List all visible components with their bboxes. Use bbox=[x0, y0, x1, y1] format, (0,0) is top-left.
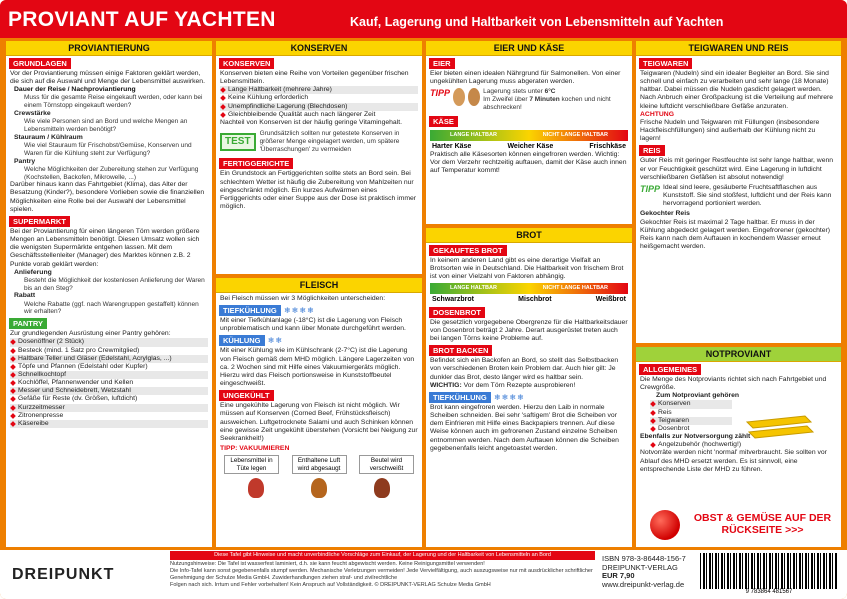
kuehl-text: Mit einer Kühlung wie im Kühlschrank (2-7°C) ist die Lagerung von Fleisch gemäß dem MHD möglich. Längere Lagerzeiten von ca. 2 Wochen sind mit Hilfe eines Vakuumiergeräts möglich. Hierzu wird das Fleisch portionsweise in Kunststoffbeutel eingeschweißt. bbox=[220, 347, 415, 388]
list-item: Messer und Schneidebrett, Wetzstahl bbox=[10, 387, 208, 395]
list-item: Keine Kühlung erforderlich bbox=[220, 94, 418, 102]
page-subtitle: Kauf, Lagerung und Haltbarkeit von Lebensmitteln auf Yachten bbox=[350, 15, 724, 29]
teig-text: Teigwaren (Nudeln) sind ein idealer Begleiter an Bord. Sie sind schnell und einfach zu verarbeiten und sehr lange (18 Monate) haltbar. Dabei müssen die Nudeln gasdicht gelagert werden. Nach Anbruch einer Großpackung ist die Verteilung auf mehrere kleine luftdicht verschließbare Gefäße anzuraten. bbox=[640, 70, 834, 110]
list-item: Dosenbrot bbox=[650, 425, 732, 433]
section-fertiggerichte: FERTIGGERICHTE bbox=[219, 158, 293, 169]
tip-text: kochen und nicht abschrecken! bbox=[483, 96, 611, 111]
section-eier: EIER bbox=[429, 58, 455, 69]
supermarkt-text: Bei der Proviantierung für einen längeren Törn werden größere Mengen an Lebensmitteln benötigt. Diesen Umsatz wollen sich die wenigsten Supermärkte entgehen lassen. Mit dem Geschäftsstellenleiter (Manager) des Marktes können z.B. 2 Punkte vorab geklärt werden: bbox=[10, 227, 200, 268]
column-konserven bbox=[216, 41, 422, 274]
grundlagen-text: Vor der Proviantierung müssen einige Faktoren geklärt werden, die sich auf die Auswahl und Menge der Lebensmittel auswirken. bbox=[10, 70, 205, 86]
scale-right: NICHT LANGE HALTBAR bbox=[542, 131, 608, 138]
cheese-type: Weicher Käse bbox=[507, 142, 554, 150]
list-item: Kurzzeitmesser bbox=[10, 404, 208, 412]
column-header: EIER UND KÄSE bbox=[426, 41, 632, 56]
legal-text bbox=[170, 561, 595, 589]
not-end: Notvorräte werden nicht 'normal' mitverbraucht. Sie sollten vor Ablauf des MHD ersetzt werden. Es ist sinnvoll, eine entsprechende Liste der MHD zu führen. bbox=[640, 449, 827, 473]
section-reis: REIS bbox=[639, 145, 665, 156]
egg-icon bbox=[453, 88, 465, 106]
tip-temp: 6°C bbox=[544, 88, 556, 96]
vakuum-heading: TIPP: VAKUUMIEREN bbox=[220, 445, 290, 453]
section-supermarkt: SUPERMARKT bbox=[9, 216, 70, 227]
column-header: FLEISCH bbox=[216, 278, 422, 293]
bag-icon bbox=[248, 478, 264, 498]
vakuum-images bbox=[216, 476, 422, 500]
eben-heading: Ebenfalls zur Notversorgung zählt bbox=[640, 433, 751, 441]
column-proviantierung bbox=[6, 41, 212, 547]
list-item: Reis bbox=[650, 409, 732, 417]
pasta-icon bbox=[745, 414, 815, 442]
egg-icon bbox=[468, 88, 480, 106]
eier-tip bbox=[426, 86, 632, 113]
isbn-block bbox=[602, 555, 686, 590]
tip-time: 7 Minuten bbox=[529, 96, 560, 104]
tip-label: TIPP bbox=[430, 88, 451, 99]
list-item: Unempfindliche Lagerung (Blechdosen) bbox=[220, 103, 418, 111]
dose-text: Die gesetzlich vorgegebene Obergrenze für die Haltbarkeitsdauer von Dosenbrot beträgt 2 Jahre. Derart ausgerüstet treten auch bei langen Törns keine Probleme auf. bbox=[430, 318, 628, 343]
reis-text: Guter Reis mit geringer Restfeuchte ist sehr lange haltbar, wenn er vor Feuchtigkeit geschützt wird. Eine Lagerung in luftdicht verschließbaren Gefäßen ist absolut notwendig! bbox=[640, 157, 834, 181]
item-heading: Dauer der Reise / Nachproviantierung bbox=[14, 86, 136, 94]
reis-tip bbox=[636, 182, 841, 210]
konserven-end: Nachteil von Konserven ist der häufig geringe Vitamingehalt. bbox=[220, 118, 402, 126]
achtung-label: ACHTUNG bbox=[640, 110, 674, 118]
pantry-text: Zur grundlegenden Ausrüstung einer Pantry gehören: bbox=[10, 330, 171, 338]
allg-text: Die Menge des Notproviants richtet sich nach Fahrtgebiet und Crewgröße. bbox=[640, 376, 827, 392]
snowflake-icon: ❄❄❄❄ bbox=[280, 306, 315, 316]
column-header: BROT bbox=[426, 228, 632, 243]
section-kaese: KÄSE bbox=[429, 116, 458, 127]
item-heading: Stauraum / Kühlraum bbox=[14, 133, 83, 141]
tk-text: Mit einer Tiefkühlanlage (-18°C) ist die Lagerung von Fleisch unproblematisch und kann über Monate durchgeführt werden. bbox=[220, 317, 406, 333]
wichtig-text: Vor dem Törn Rezepte ausprobieren! bbox=[463, 381, 576, 389]
item-heading: Rabatt bbox=[14, 292, 36, 300]
grundlagen-end: Darüber hinaus kann das Fahrtgebiet (Klima), das Alter der Besatzung (Kinder?), besondere Vorlieben sowie die finanziellen Möglichkeiten eine Rolle bei der Auswahl der Lebensmittel spielen. bbox=[10, 181, 205, 213]
gek-reis-text: Gekochter Reis ist maximal 2 Tage haltbar. Er muss in der Kühlung abgedeckt gelagert werden. Eingefrorener (gekochter) Reis kann nach dem Auftauen in kochendem Wasser erneut heißgemacht werden. bbox=[640, 218, 831, 250]
snowflake-icon: ❄❄ bbox=[264, 336, 284, 346]
haltbarkeit-scale bbox=[430, 130, 628, 141]
bag-icon bbox=[374, 478, 390, 498]
column-header: NOTPROVIANT bbox=[636, 347, 841, 362]
tip-label: TIPP bbox=[640, 183, 661, 194]
legal-line: Folgen nach sich. Irrtum und Fehler vorbehalten! Kein Anspruch auf Vollständigkeit. © DREIPUNKT-VERLAG Schulze Media GmbH bbox=[170, 581, 491, 588]
backside-link[interactable]: OBST & GEMÜSE AUF DER RÜCKSEITE >>> bbox=[693, 512, 832, 537]
publisher-name: DREIPUNKT-VERLAG bbox=[602, 562, 678, 572]
list-item: Dosenöffner (2 Stück) bbox=[10, 338, 208, 346]
column-fleisch bbox=[216, 278, 422, 547]
tk-text: Brot kann eingefroren werden. Hierzu den Laib in normale Scheiben schneiden. Bei sehr 'saftigem' Brot die Scheiben vor dem Einfrieren mit Hilfe eines Backpapiers trennen. Auf diese Weise können auch im gefrorenen Zustand einzelne Scheiben entnommen werden. Nach dem Auftauen können die Scheiben gegebenenfalls leicht angetoastet werden. bbox=[430, 403, 619, 452]
list-item: Konserven bbox=[650, 400, 732, 408]
isbn: ISBN 978-3-86448-156-7 bbox=[602, 554, 686, 563]
item-heading: Anlieferung bbox=[14, 268, 52, 276]
list-item: Angelzubehör (hochwertig!) bbox=[650, 441, 837, 449]
eier-text: Eier bieten einen idealen Nährgrund für Salmonellen. Von einer ungekühlten Lagerung muss abgeraten werden. bbox=[430, 70, 621, 86]
list-item: Gleichbleibende Qualität auch nach längerer Zeit bbox=[220, 111, 418, 119]
list-item: Kochlöffel, Pfannenwender und Kellen bbox=[10, 379, 208, 387]
vakuum-step: Beutel wird verschweißt bbox=[359, 455, 414, 474]
section-brot-backen: BROT BACKEN bbox=[429, 345, 492, 356]
publisher-logo: DREIPUNKT bbox=[12, 566, 115, 583]
list-item: Besteck (mind. 1 Satz pro Crewmitglied) bbox=[10, 347, 208, 355]
item-text: Welche Rabatte (ggf. nach Warengruppen gestaffelt) können wir erhalten? bbox=[24, 300, 199, 316]
vakuum-step: Enthaltene Luft wird abgesaugt bbox=[292, 455, 347, 474]
column-header: KONSERVEN bbox=[216, 41, 422, 56]
item-text: Wie viele Personen sind an Bord und welche Mengen an Lebensmitteln werden benötigt? bbox=[24, 118, 188, 134]
brot-types bbox=[426, 296, 632, 304]
wichtig-label: WICHTIG: bbox=[430, 381, 462, 389]
legal-line: Die Info-Tafel kann sonst gegebenenfalls stumpf werden. Mechanische Verletzungen vermeiden! Jede Vervielfältigung, auch auszugsweise nur mit ausdrücklicher schriftlicher Genehmigung der Schulze Media GmbH. Zuwiderhandlungen ziehen straf- und zivilrechtliche bbox=[170, 567, 593, 581]
cheese-type: Frischkäse bbox=[589, 142, 626, 150]
website: www.dreipunkt-verlag.de bbox=[602, 579, 685, 589]
page-title: PROVIANT AUF YACHTEN bbox=[8, 8, 276, 31]
back-text: Befindet sich ein Backofen an Bord, so stellt das Selbstbacken von verschiedenen Broten kein Problem dar. Auch hier gilt: Je dunkler das Brot, desto länger wird es haltbar sein. bbox=[430, 357, 619, 381]
achtung-text: Frische Nudeln und Teigwaren mit Füllungen (insbesondere Hackfleischfüllungen) sind außerhalb der Kühlung nicht zu lagern! bbox=[640, 118, 820, 143]
item-heading: Crewstärke bbox=[14, 110, 51, 118]
section-gekauftes-brot: GEKAUFTES BROT bbox=[429, 245, 507, 256]
test-text: Grundsätzlich sollten nur getestete Konserven in größerer Menge eingelagert werden, um spätere 'Überraschungen' zu vermeiden bbox=[259, 130, 400, 153]
column-eier-kaese bbox=[426, 41, 632, 224]
kaese-types bbox=[426, 143, 632, 151]
fertig-text: Ein Grundstock an Fertiggerichten sollte stets an Bord sein. Bei schlechtem Wetter ist häufig die Zubereitung von Mahlzeiten nur eingeschränkt möglich. Ein kurzes Aufwärmen eines Fertiggerichts oder einer Suppe aus der Dose ist praktisch immer möglich. bbox=[220, 170, 417, 211]
section-konserven: KONSERVEN bbox=[219, 58, 274, 69]
legal-line: Nutzungshinweise: Die Tafel ist wasserfest laminiert, d.h. sie kann feucht abgewischt werden. Keine Reinigungsmittel verwenden! bbox=[170, 561, 485, 567]
haltbarkeit-scale bbox=[430, 283, 628, 294]
bag-icon bbox=[311, 478, 327, 498]
kaese-text: Praktisch alle Käsesorten können eingefroren werden. Wichtig: Vor dem Verzehr rechtzeitig auftauen, damit der Käse auch innen auf Temperatur kommt! bbox=[430, 151, 627, 175]
barcode bbox=[700, 553, 838, 589]
column-brot bbox=[426, 228, 632, 547]
item-text: Muss für die gesamte Reise eingekauft werden, oder kann bei einem Törnstopp eingekauft werden? bbox=[24, 94, 203, 110]
gek-text: In keinem anderen Land gibt es eine derartige Vielfalt an Brotsorten wie in Deutschland. Die Haltbarkeit von frischem Brot ist von einer Vielzahl von Faktoren abhängig. bbox=[430, 257, 624, 281]
fleisch-intro: Bei Fleisch müssen wir 3 Möglichkeiten unterscheiden: bbox=[220, 295, 386, 302]
section-grundlagen: GRUNDLAGEN bbox=[9, 58, 71, 69]
section-ungekuehlt: UNGEKÜHLT bbox=[219, 390, 274, 401]
title-bar bbox=[0, 0, 847, 38]
disclaimer-bar: Diese Tafel gibt Hinweise und macht unverbindliche Vorschläge zum Einkauf, der Lagerung und der Haltbarkeit von Lebensmitteln an Bord bbox=[170, 551, 595, 560]
section-kuehlung: KÜHLUNG bbox=[219, 335, 265, 346]
tip-text: Ideal sind leere, gesäuberte Fruchtsaftflaschen aus Kunststoff. Sie sind stoßfest, luftdicht und der Reis kann hervorragend portioniert werden. bbox=[663, 183, 832, 208]
list-item: Schnellkochtopf bbox=[10, 371, 208, 379]
section-tiefkuehlung: TIEFKÜHLUNG bbox=[219, 305, 281, 316]
vakuum-steps bbox=[216, 453, 422, 476]
scale-left: LANGE HALTBAR bbox=[450, 285, 497, 292]
bread-type: Schwarzbrot bbox=[432, 296, 475, 304]
item-text: Besteht die Möglichkeit der kostenlosen Anlieferung der Waren bis an den Steg? bbox=[24, 276, 205, 292]
tip-text: Lagerung stets unter bbox=[483, 88, 543, 96]
barcode-number: 9 783864 481567 bbox=[700, 589, 838, 596]
list-item: Haltbare Teller und Gläser (Edelstahl, Acrylglas, ...) bbox=[10, 355, 208, 363]
list-item: Teigwaren bbox=[650, 417, 732, 425]
bread-type: Weißbrot bbox=[595, 296, 626, 304]
back-wichtig bbox=[426, 382, 632, 390]
list-item: Lange Haltbarkeit (mehrere Jahre) bbox=[220, 86, 418, 94]
vakuum-step: Lebensmittel in Tüte legen bbox=[224, 455, 279, 474]
column-header: TEIGWAREN UND REIS bbox=[636, 41, 841, 56]
item-text: Wie viel Stauraum für Frischobst/Gemüse, Konserven und Waren für die Kühlung steht zur Verfügung? bbox=[24, 141, 192, 157]
section-tiefkuehlung: TIEFKÜHLUNG bbox=[429, 392, 491, 403]
cheese-type: Harter Käse bbox=[432, 142, 472, 150]
list-item: Töpfe und Pfannen (Edelstahl oder Kupfer) bbox=[10, 363, 208, 371]
pantry-list bbox=[6, 338, 212, 428]
list-item: Käsereibe bbox=[10, 420, 208, 428]
column-teigwaren-reis bbox=[636, 41, 841, 343]
test-badge: TEST bbox=[220, 133, 256, 151]
scale-left: LANGE HALTBAR bbox=[450, 131, 497, 138]
section-allgemeines: ALLGEMEINES bbox=[639, 364, 701, 375]
list-item: Zitronenpresse bbox=[10, 412, 208, 420]
konserven-list bbox=[216, 86, 422, 119]
scale-right: NICHT LANGE HALTBAR bbox=[542, 285, 608, 292]
column-header: PROVIANTIERUNG bbox=[6, 41, 212, 56]
section-pantry: PANTRY bbox=[9, 318, 47, 329]
notproviant-list bbox=[636, 400, 736, 433]
zum-heading: Zum Notproviant gehören bbox=[656, 392, 740, 400]
section-dosenbrot: DOSENBROT bbox=[429, 307, 485, 318]
bread-type: Mischbrot bbox=[518, 296, 552, 304]
price: EUR 7,90 bbox=[602, 571, 635, 581]
snowflake-icon: ❄❄❄❄ bbox=[490, 392, 525, 402]
konserven-text: Konserven bieten eine Reihe von Vorteilen gegenüber frischen Lebensmitteln. bbox=[220, 70, 409, 86]
gek-reis-heading: Gekochter Reis bbox=[640, 210, 690, 218]
tip-text: Im Zweifel über bbox=[483, 96, 528, 104]
unge-text: Eine ungekühlte Lagerung von Fleisch ist nicht möglich. Wir müssen auf Konserven (Corned Beef, Frühstücksfleisch) ausweichen. Luftgetrocknete Salami und auch Schinken können eine gewisse Zeit ungekühlt überstehen (Vorsicht bei Neigung zur Seekrankheit!) bbox=[220, 402, 418, 442]
list-item: Gefäße für Reste (dv. Größen, luftdicht) bbox=[10, 395, 208, 403]
section-teigwaren: TEIGWAREN bbox=[639, 58, 692, 69]
item-heading: Pantry bbox=[14, 157, 36, 165]
eben-list bbox=[636, 441, 841, 449]
tomato-icon bbox=[650, 510, 680, 540]
item-text: Welche Möglichkeiten der Zubereitung stehen zur Verfügung (Kochstellen, Backofen, Mikrowelle, ...) bbox=[24, 165, 199, 181]
